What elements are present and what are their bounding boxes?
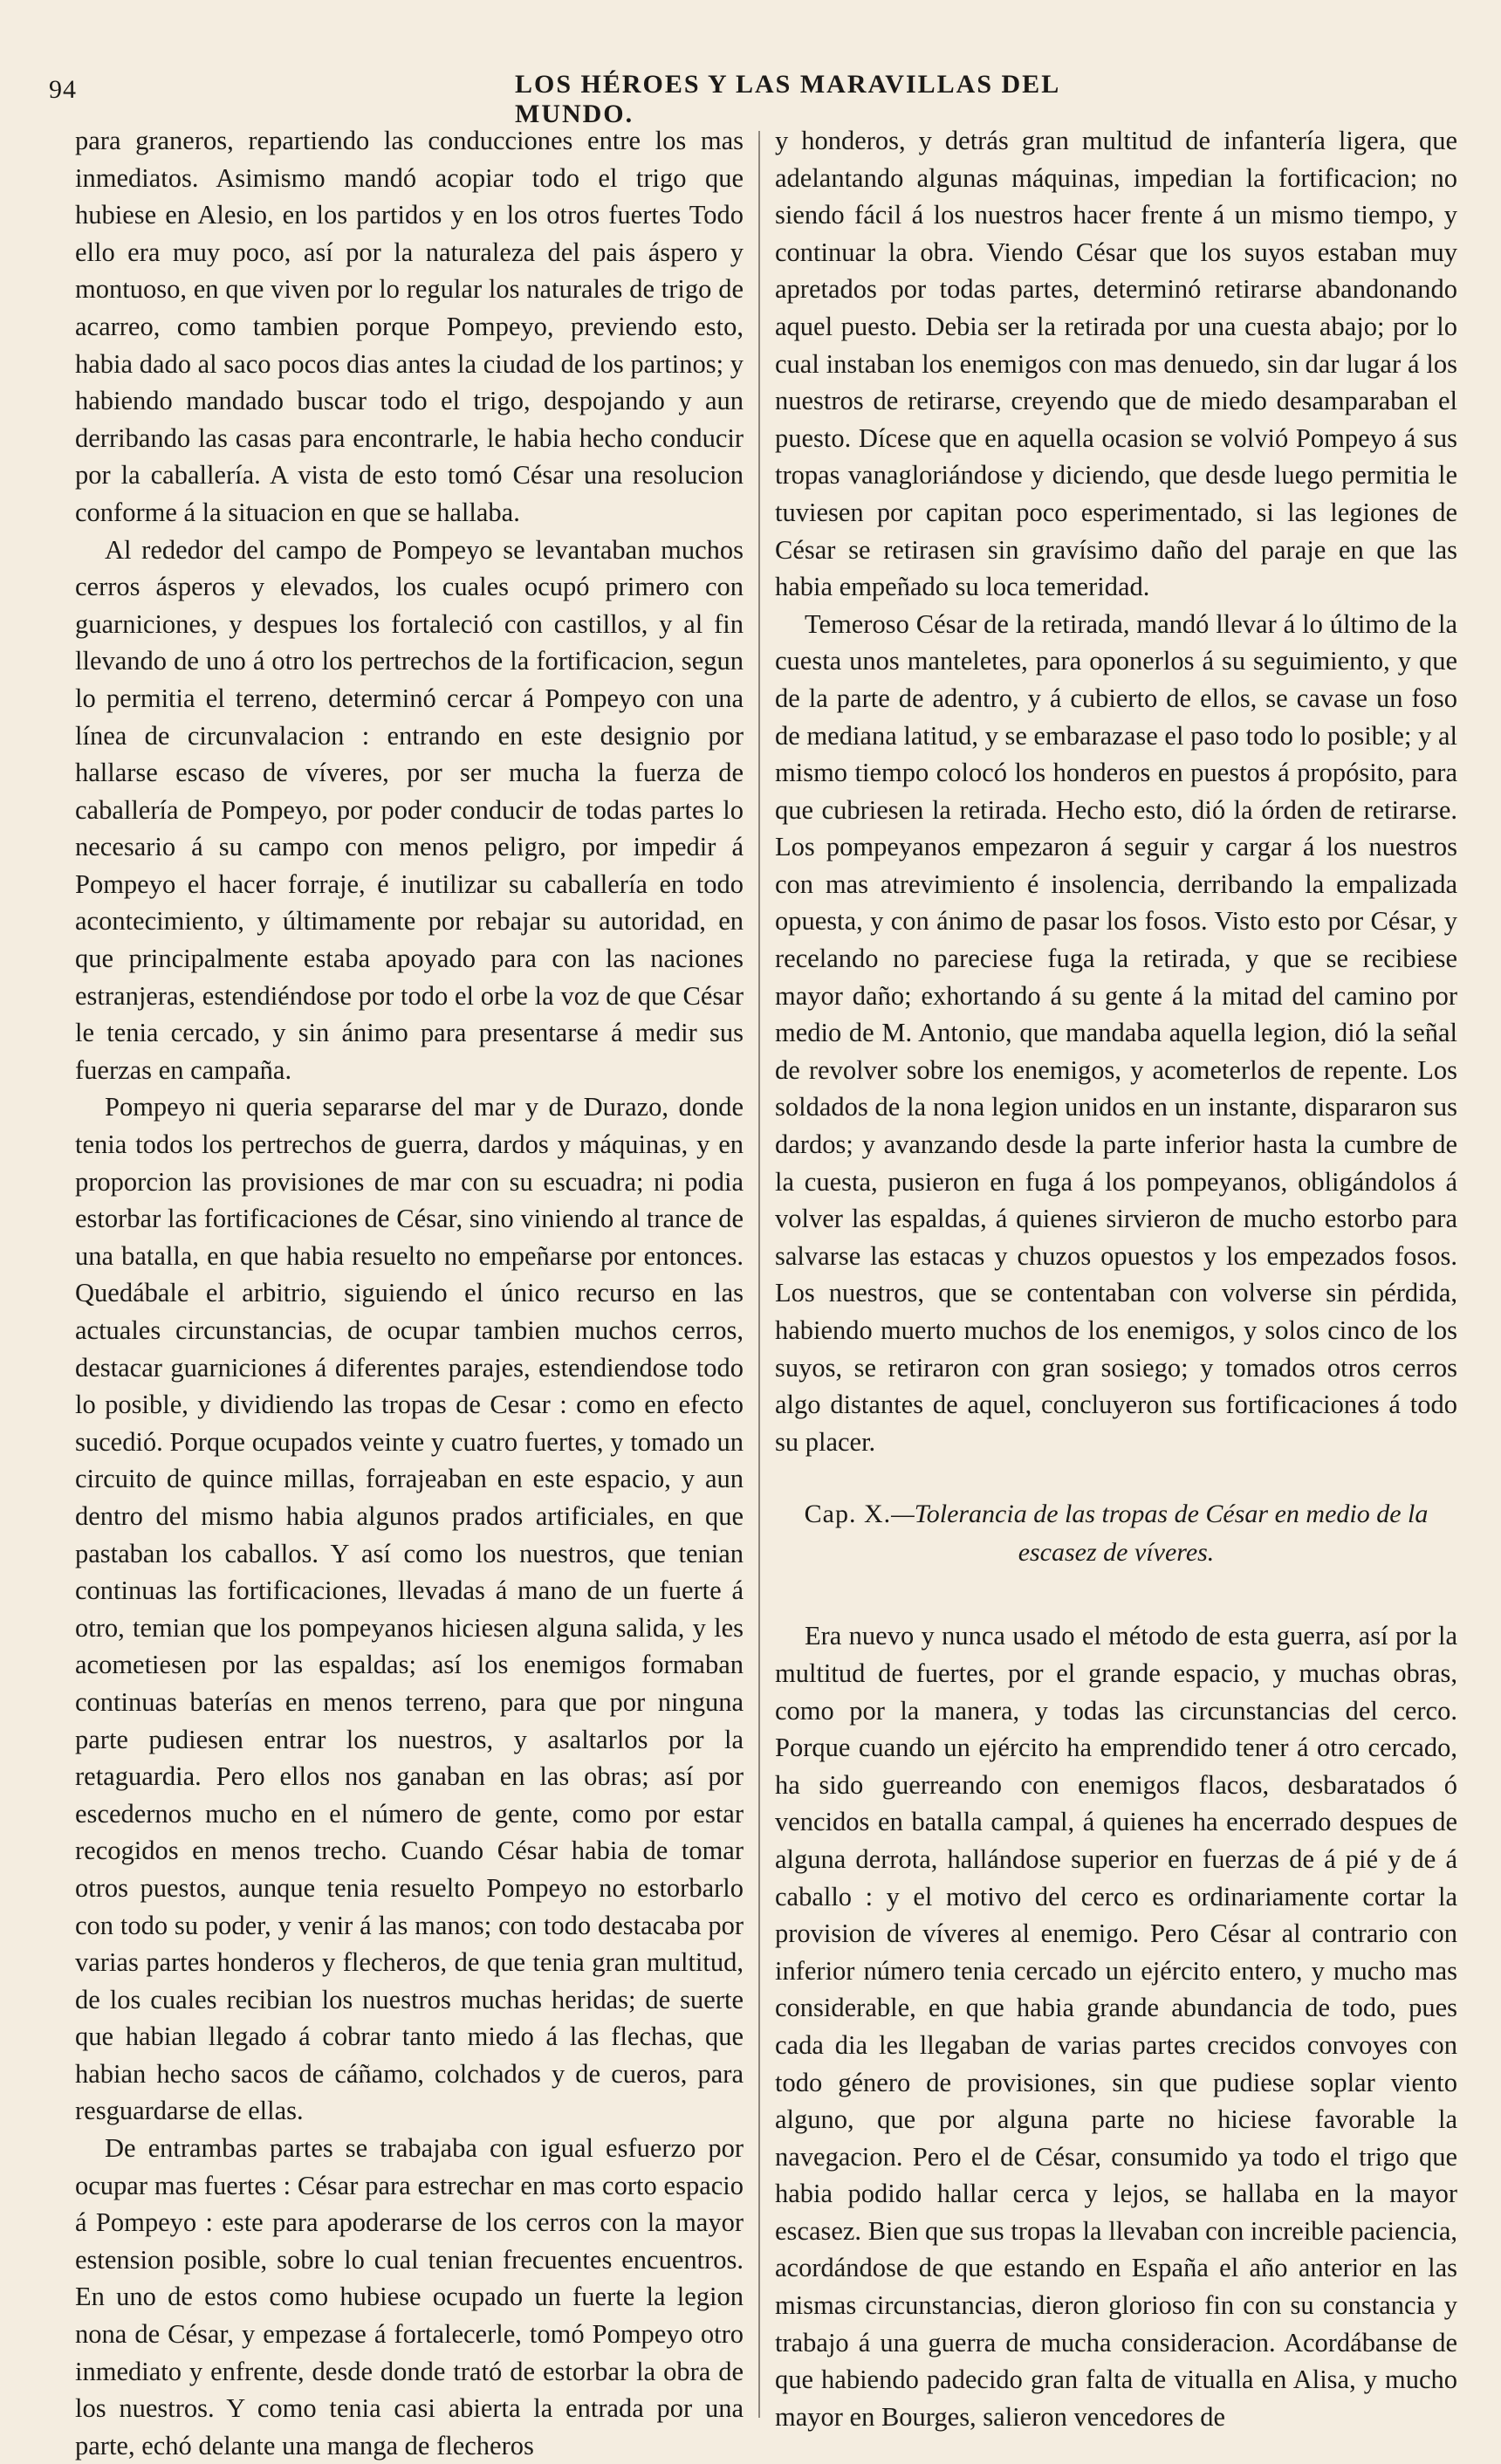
right-column xyxy=(775,122,1457,2435)
chapter-label: Cap. X. xyxy=(804,1500,892,1529)
chapter-paragraph: Era nuevo y nunca usado el método de esta guerra, así por la multitud de fuertes, por el grande espacio, y muchas obras, como por la manera, y todas las circunstancias del cerco. Porque cuando un ejército ha emprendido tener á otro cercado, ha sido guerreando con enemigos flacos, desbaratados ó vencidos en batalla campal, á quienes ha encerrado despues de alguna derrota, hallándose superior en fuerzas de á pié y de á caballo : y el motivo del cerco es ordinariamente cortar la provision de víveres al enemigo. Pero César al contrario con inferior número tenia cercado un ejército entero, y mucho mas considerable, en que habia grande abundancia de todo, pues cada dia les llegaban de varias partes crecidos convoyes con todo género de provisiones, sin que pudiese soplar viento alguno, que por alguna parte no hiciese favorable la navegacion. Pero el de César, consumido ya todo el trigo que habia podido hallar cerca y lejos, se hallaba en la mayor escasez. Bien que sus tropas la llevaban con increible paciencia, acordándose de que estando en España el año anterior en las mismas circunstancias, dieron glorioso fin con su constancia y trabajo á una guerra de mucha consideracion. Acordábanse de que habiendo padecido gran falta de vitualla en Alisa, y mucho mayor en Bourges, salieron vencedores de xyxy=(775,1621,1457,2432)
left-column xyxy=(75,122,744,2464)
left-paragraph: De entrambas partes se trabajaba con igual esfuerzo por ocupar mas fuertes : César para estrechar en mas corto espacio á Pompeyo : este para apoderarse de los cerros con la mayor estension posible, sobre lo cual tenian frecuentes encuentros. En uno de estos como hubiese ocupado un fuerte la legion nona de César, y empezase á fortalecerle, tomó Pompeyo otro inmediato y enfrente, desde donde trató de estorbar la obra de los nuestros. Y como tenia casi abierta la entrada por una parte, echó delante una manga de flecheros xyxy=(75,2133,744,2461)
right-paragraph: Temeroso César de la retirada, mandó llevar á lo último de la cuesta unos manteletes, para oponerlos á su seguimiento, y que de la parte de adentro, y á cubierto de ellos, se cavase un foso de mediana latitud, y se embarazase el paso todo lo posible; y al mismo tiempo colocó los honderos en puestos á propósito, para que cubriesen la retirada. Hecho esto, dió la órden de retirarse. Los pompeyanos empezaron á seguir y cargar á los nuestros con mas atrevimiento é insolencia, derribando la empalizada opuesta, y con ánimo de pasar los fosos. Visto esto por César, y recelando no pareciese fuga la retirada, y que se recibiese mayor daño; exhortando á su gente á la mitad del camino por medio de M. Antonio, que mandaba aquella legion, dió la señal de revolver sobre los enemigos, y acometerlos de repente. Los soldados de la nona legion unidos en un instante, dispararon sus dardos; y avanzando desde la parte inferior hasta la cumbre de la cuesta, pusieron en fuga á los pompeyanos, obligándolos á volver las espaldas, á quienes sirvieron de mucho estorbo para salvarse las estacas y chuzos opuestos y los empezados fosos. Los nuestros, que se contentaban con volverse sin pérdida, habiendo muerto muchos de los enemigos, y solos cinco de los suyos, se retiraron con gran sosiego; y tomados otros cerros algo distantes de aquel, concluyeron sus fortificaciones á todo su placer. xyxy=(775,608,1457,1457)
chapter-heading xyxy=(775,1495,1457,1572)
column-divider xyxy=(758,131,760,2418)
right-paragraph: y honderos, y detrás gran multitud de infantería ligera, que adelantando algunas máquinas, impedian la fortificacion; no siendo fácil á los nuestros hacer frente á un mismo tiempo, y continuar la obra. Viendo César que los suyos estaban muy apretados por todas partes, determinó retirarse abandonando aquel puesto. Debia ser la retirada por una cuesta abajo; por lo cual instaban los enemigos con mas denuedo, sin dar lugar á los nuestros de retirarse, creyendo que de miedo desamparaban el puesto. Dícese que en aquella ocasion se volvió Pompeyo á sus tropas vanagloriándose y diciendo, que desde luego permitia le tuviesen por capitan poco esperimentado, si las legiones de César se retirasen sin gravísimo daño del paraje en que las habia empeñado su loca temeridad. xyxy=(775,126,1457,602)
chapter-title: —Tolerancia de las tropas de César en medio de la escasez de víveres. xyxy=(891,1500,1429,1568)
left-paragraph: Al rededor del campo de Pompeyo se levantaban muchos cerros ásperos y elevados, los cuales ocupó primero con guarniciones, y despues los fortaleció con castillos, y al fin llevando de uno á otro los pertrechos de la fortificacion, segun lo permitia el terreno, determinó cercar á Pompeyo con una línea de circunvalacion : entrando en este designio por hallarse escaso de víveres, por ser mucha la fuerza de caballería de Pompeyo, por poder conducir de todas partes lo necesario á su campo con menos peligro, por impedir á Pompeyo el hacer forraje, é inutilizar su caballería en todo acontecimiento, y últimamente por rebajar su autoridad, en que principalmente estaba apoyado para con las naciones estranjeras, estendiéndose por todo el orbe la voz de que César le tenia cercado, y sin ánimo para presentarse á medir sus fuerzas en campaña. xyxy=(75,534,744,1085)
page-number: 94 xyxy=(49,75,77,104)
running-head: LOS HÉROES Y LAS MARAVILLAS DEL MUNDO. xyxy=(515,70,1059,128)
left-paragraph: para graneros, repartiendo las conducciones entre los mas inmediatos. Asimismo mandó acopiar todo el trigo que hubiese en Alesio, en los partidos y en los otros fuertes Todo ello era muy poco, así por la naturaleza del pais áspero y montuoso, en que viven por lo regular los naturales de trigo de acarreo, como tambien porque Pompeyo, previendo esto, habia dado al saco pocos dias antes la ciudad de los partinos; y habiendo mandado buscar todo el trigo, despojando y aun derribando las casas para encontrarle, le habia hecho conducir por la caballería. A vista de esto tomó César una resolucion conforme á la situacion en que se hallaba. xyxy=(75,126,744,527)
left-paragraph: Pompeyo ni queria separarse del mar y de Durazo, donde tenia todos los pertrechos de guerra, dardos y máquinas, y en proporcion las provisiones de mar con su escuadra; ni podia estorbar las fortificaciones de César, sino viniendo al trance de una batalla, en que habia resuelto no empeñarse por entonces. Quedábale el arbitrio, siguiendo el único recurso en las actuales circunstancias, de ocupar tambien muchos cerros, destacar guarniciones á diferentes parajes, estendiendose todo lo posible, y dividiendo las tropas de Cesar : como en efecto sucedió. Porque ocupados veinte y cuatro fuertes, y tomado un circuito de quince millas, forrajeaban en este espacio, y aun dentro del mismo habia algunos prados artificiales, en que pastaban los caballos. Y así como los nuestros, que tenian continuas las fortificaciones, llevadas á mano de un fuerte á otro, temian que los pompeyanos hiciesen alguna salida, y les acometiesen por las espaldas; así los enemigos formaban continuas baterías en menos terreno, para que por ninguna parte pudiesen entrar los nuestros, y asaltarlos por la retaguardia. Pero ellos nos ganaban en las obras; así por escedernos mucho en el número de gente, como por estar recogidos en menos trecho. Cuando César habia de tomar otros puestos, aunque tenia resuelto Pompeyo no estorbarlo con todo su poder, y venir á las manos; con todo destacaba por varias partes honderos y flecheros, de que tenia gran multitud, de los cuales recibian los nuestros muchas heridas; de suerte que habian llegado á cobrar tanto miedo á las flechas, que habian hecho sacos de cáñamo, colchados y de cueros, para resguardarse de ellas. xyxy=(75,1092,744,2126)
